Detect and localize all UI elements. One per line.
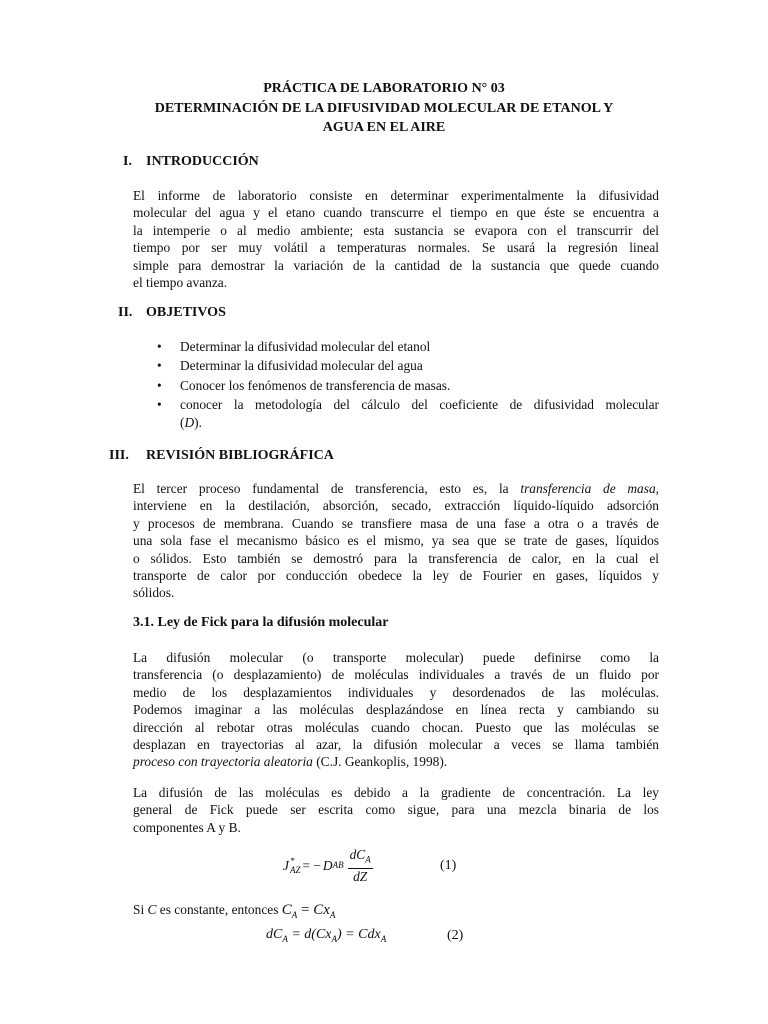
- text-run: es constante, entonces: [156, 902, 282, 917]
- numerator-text: dC: [349, 847, 366, 863]
- equation-2-label: (2): [447, 928, 464, 943]
- text-line: tiempo por ser muy volátil a temperaturas normales. Se usará la regresión lineal: [133, 240, 659, 256]
- text-line: general de Fick puede ser escrita como sigue, para una mezcla binaria de los: [133, 802, 659, 818]
- text-line: transporte de calor por conducción obedece la ley de Fourier en gases, líquidos y: [133, 568, 659, 584]
- subscript-a: A: [331, 933, 338, 944]
- symbol-ca: C: [281, 902, 292, 918]
- title-line-1: PRÁCTICA DE LABORATORIO N° 03: [263, 81, 505, 96]
- subscript-az: AZ: [289, 865, 301, 876]
- section-title: REVISIÓN BIBLIOGRÁFICA: [146, 448, 334, 463]
- list-item-text: conocer la metodología del cálculo del coeficiente de difusividad molecular: [180, 397, 659, 413]
- bullet-icon: •: [157, 339, 162, 354]
- eq1-fraction: [348, 847, 373, 885]
- revision-paragraph: [133, 480, 659, 602]
- subscript-a: A: [329, 910, 336, 920]
- text-run: El tercer proceso fundamental de transferencia, esto es, la: [133, 481, 521, 496]
- objectives-list: [157, 338, 659, 431]
- intro-paragraph: [133, 187, 659, 291]
- text-line: [133, 480, 659, 497]
- section-number: III.: [109, 448, 129, 463]
- text-line: El informe de laboratorio consiste en determinar experimentalmente la difusividad: [133, 188, 659, 203]
- symbol-d: D: [184, 414, 195, 430]
- text-line: dirección al rebotar otras moléculas cuando chocan. Puesto que las moléculas se: [133, 719, 659, 735]
- superscript-star: *: [289, 856, 295, 867]
- inline-expression: [282, 902, 336, 918]
- list-item: [157, 338, 659, 355]
- eq2-part: dC: [266, 927, 283, 942]
- eq1-coefficient: D: [322, 858, 333, 874]
- equation-2: [266, 926, 386, 948]
- bullet-icon: •: [157, 358, 162, 374]
- text-line: el tiempo avanza.: [133, 275, 228, 291]
- section-number: II.: [118, 305, 133, 320]
- section-heading-revision: [109, 447, 334, 464]
- eq2-part: ) = Cdx: [337, 927, 381, 942]
- section-heading-objetivos: [118, 304, 226, 321]
- list-item: [157, 377, 659, 394]
- eq2-part: = d(Cx: [287, 927, 332, 942]
- text-line: una sola fase el mecanismo básico es el mismo, ya sea que se trate de gases, líquidos: [133, 533, 659, 549]
- text-line: sólidos.: [133, 585, 175, 601]
- text-line: [133, 753, 659, 770]
- title-line-2: DETERMINACIÓN DE LA DIFUSIVIDAD MOLECULAR DE ETANOL Y: [154, 101, 614, 116]
- paren-open: (: [180, 414, 185, 430]
- equals-sign: =: [297, 902, 314, 918]
- subscript-ab: AB: [332, 860, 344, 871]
- symbol-c: C: [147, 902, 157, 917]
- text-line: La difusión molecular (o transporte molecular) puede definirse como la: [133, 650, 659, 665]
- eq1-denominator: dZ: [353, 868, 368, 884]
- paren-close: ).: [194, 414, 202, 430]
- text-line: interviene en la destilación, absorción, secado, extracción líquido-líquido adsorción: [133, 498, 659, 514]
- subscript-a: A: [365, 854, 371, 865]
- fick-paragraph-1: [133, 649, 659, 771]
- equation-1-label: (1): [440, 858, 457, 873]
- symbol-cx: Cx: [313, 902, 330, 918]
- subscript-a: A: [291, 910, 298, 920]
- text-line: medio de los desplazamientos individuales y desordenados de las moléculas.: [133, 684, 659, 700]
- bullet-icon: •: [157, 377, 162, 393]
- section-title: OBJETIVOS: [146, 305, 226, 320]
- fick-paragraph-2: [133, 784, 659, 836]
- text-line: transferencia (o desplazamiento) de moléculas individuales a través de un fluido por: [133, 667, 659, 683]
- citation: (C.J. Geankoplis, 1998).: [312, 754, 448, 770]
- subscript-a: A: [282, 933, 288, 944]
- title-line-3: AGUA EN EL AIRE: [322, 120, 446, 135]
- emphasis-text: proceso con trayectoria aleatoria: [133, 754, 313, 770]
- eq1-equals: = −: [302, 858, 321, 874]
- bullet-icon: •: [157, 397, 162, 413]
- eq1-numerator: [348, 847, 373, 869]
- equation-1: [283, 846, 373, 886]
- section-title: INTRODUCCIÓN: [146, 154, 259, 169]
- text-line: o sólidos. Esto también se demostró para la transferencia de calor, en la cual el: [133, 550, 659, 566]
- eq1-lhs: [283, 857, 300, 876]
- text-run: Si: [133, 902, 148, 917]
- text-line: y procesos de membrana. Cuando se transfiere masa de una fase a otra o a través de: [133, 515, 659, 531]
- symbol-j: J: [283, 857, 289, 873]
- text-line: molecular del agua y el etano cuando transcurre el tiempo en que éste se encuentra a: [133, 205, 659, 221]
- list-item-tail: [180, 415, 202, 430]
- text-line: simple para demostrar la variación de la cantidad de la sustancia que quede cuando: [133, 257, 659, 273]
- text-line: Podemos imaginar a las moléculas desplazándose en línea recta y cambiando su: [133, 702, 659, 718]
- section-number: I.: [123, 154, 132, 169]
- subscript-a: A: [380, 933, 387, 944]
- list-item-text: Determinar la difusividad molecular del agua: [180, 358, 423, 374]
- text-line: La difusión de las moléculas es debido a la gradiente de concentración. La ley: [133, 785, 659, 800]
- list-item-text: Determinar la difusividad molecular del etanol: [180, 339, 431, 354]
- text-line: la intemperie o al medio ambiente; esta sustancia se evapora con el transcurrir del: [133, 222, 659, 238]
- emphasis-text: transferencia de masa,: [520, 481, 659, 496]
- list-item: [157, 357, 659, 374]
- list-item: [157, 396, 659, 431]
- subsection-heading: 3.1. Ley de Fick para la difusión molecular: [133, 615, 389, 630]
- section-heading-introduccion: [123, 153, 259, 170]
- text-line: desplazan en trayectorias al azar, la difusión molecular a veces se llama también: [133, 737, 659, 753]
- list-item-text: Conocer los fenómenos de transferencia de masas.: [180, 377, 451, 393]
- constant-statement: [133, 901, 335, 924]
- text-line: componentes A y B.: [133, 819, 241, 835]
